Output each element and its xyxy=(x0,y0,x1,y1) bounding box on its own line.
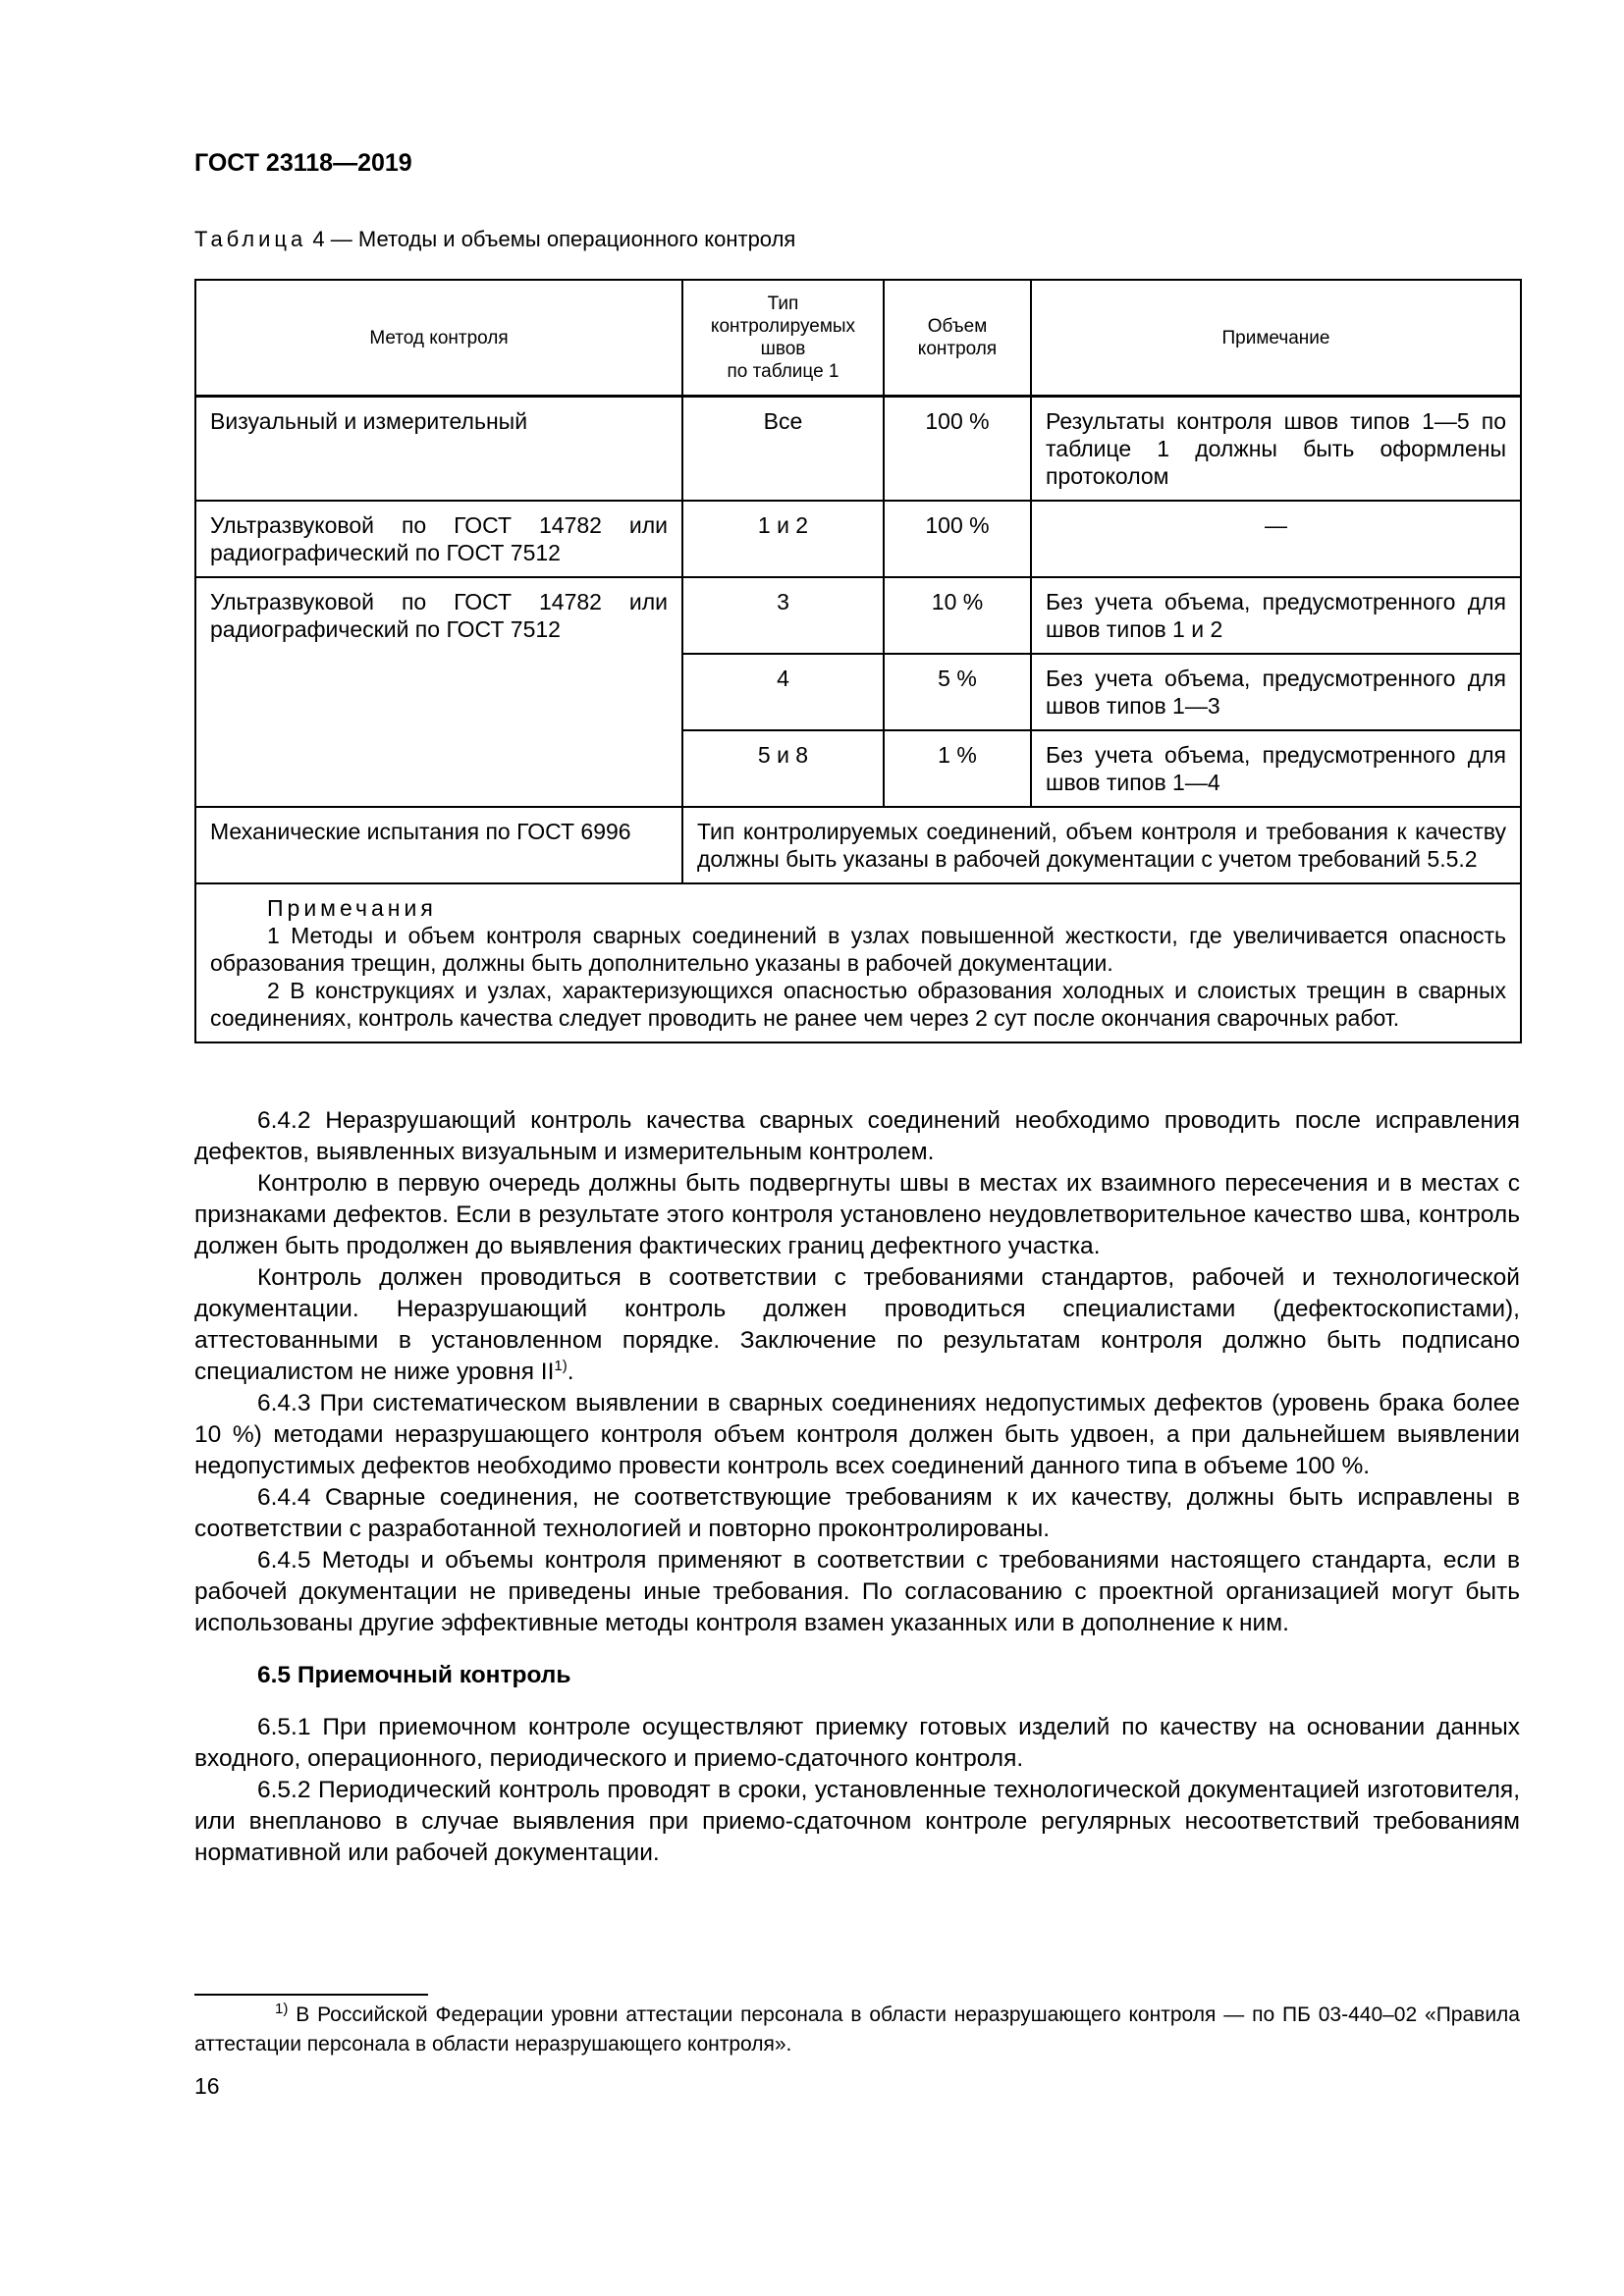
table-caption xyxy=(194,227,795,252)
footnote-text: В Российской Федерации уровни аттестации персонала в области неразрушающего контроля — по ПБ 03-440–02 «Правила аттестации персонала в области неразрушающего контроля». xyxy=(194,2003,1520,2056)
cell-seam-type: 5 и 8 xyxy=(682,730,884,807)
table-notes xyxy=(195,883,1521,1042)
paragraph-6-4-4: 6.4.4 Сварные соединения, не соответствующие требованиям к их качеству, должны быть исправлены в соответствии с разработанной технологией и повторно проконтролированы. xyxy=(194,1484,1520,1542)
table-caption-number: 4 xyxy=(312,227,325,251)
footnote-reference: 1) xyxy=(554,1357,568,1374)
cell-method: Ультразвуковой по ГОСТ 14782 или радиографический по ГОСТ 7512 xyxy=(195,577,682,807)
cell-note: Без учета объема, предусмотренного для швов типов 1—4 xyxy=(1031,730,1521,807)
cell-volume: 5 % xyxy=(884,654,1031,730)
header-seam-type-line3: швов xyxy=(760,339,806,359)
cell-seam-type: Все xyxy=(682,397,884,502)
cell-seam-type: 3 xyxy=(682,577,884,654)
document-header: ГОСТ 23118—2019 xyxy=(194,149,412,177)
header-method: Метод контроля xyxy=(195,280,682,397)
header-seam-type-line4: по таблице 1 xyxy=(727,361,839,382)
cell-volume: 100 % xyxy=(884,397,1031,502)
table-header-row xyxy=(195,280,1521,397)
paragraph-6-5-2: 6.5.2 Периодический контроль проводят в сроки, установленные технологической документацией изготовителя, или внепланово в случае выявления при приемо-сдаточном контроле регулярных несоответствий требованиям нормативной или рабочей документации. xyxy=(194,1777,1520,1866)
cell-method: Визуальный и измерительный xyxy=(195,397,682,502)
cell-volume: 100 % xyxy=(884,501,1031,577)
header-volume-line2: контроля xyxy=(917,339,998,359)
table-row xyxy=(195,807,1521,883)
table-caption-word: Таблица xyxy=(194,227,307,251)
page-number: 16 xyxy=(194,2073,220,2099)
cell-volume: 1 % xyxy=(884,730,1031,807)
paragraph-6-4-5: 6.4.5 Методы и объемы контроля применяют в соответствии с требованиями настоящего стандарта, если в рабочей документации не приведены иные требования. По согласованию с проектной организацией могут быть использованы другие эффективные методы контроля взамен указанных или в дополнение к ним. xyxy=(194,1547,1520,1636)
cell-note: Без учета объема, предусмотренного для швов типов 1 и 2 xyxy=(1031,577,1521,654)
table-caption-title: — Методы и объемы операционного контроля xyxy=(330,227,796,251)
footnote-paragraph xyxy=(194,2001,1520,2059)
paragraph-6-4-3: 6.4.3 При систематическом выявлении в сварных соединениях недопустимых дефектов (уровень брака более 10 %) методами неразрушающего контроля объем контроля должен быть удвоен, а при дальнейшем выявлении недопустимых дефектов необходимо провести контроль всех соединений данного типа в объеме 100 %. xyxy=(194,1390,1520,1479)
header-volume xyxy=(884,280,1031,397)
cell-method: Ультразвуковой по ГОСТ 14782 или радиографический по ГОСТ 7512 xyxy=(195,501,682,577)
paragraph-6-4-2-c-text: Контроль должен проводиться в соответствии с требованиями стандартов, рабочей и технологической документации. Неразрушающий контроль должен проводиться специалистами (дефектоскопистами), аттестованными в установленном порядке. Заключение по результатам контроля должно быть подписано специалистом не ниже уровня II xyxy=(194,1264,1520,1385)
note-1: 1 Методы и объем контроля сварных соединений в узлах повышенной жесткости, где увеличивается опасность образования трещин, должны быть дополнительно указаны в рабочей документации. xyxy=(210,923,1506,976)
header-seam-type xyxy=(682,280,884,397)
cell-note: — xyxy=(1031,501,1521,577)
table-notes-row xyxy=(195,883,1521,1042)
table-row xyxy=(195,397,1521,502)
control-methods-table xyxy=(194,279,1522,1043)
footnote-divider xyxy=(194,1994,428,1996)
cell-method: Механические испытания по ГОСТ 6996 xyxy=(195,807,682,883)
table-row xyxy=(195,577,1521,654)
paragraph-6-4-2-c-end: . xyxy=(567,1359,574,1385)
cell-combined-requirements: Тип контролируемых соединений, объем контроля и требования к качеству должны быть указаны в рабочей документации с учетом требований 5.5.2 xyxy=(682,807,1521,883)
cell-note: Результаты контроля швов типов 1—5 по таблице 1 должны быть оформлены протоколом xyxy=(1031,397,1521,502)
header-seam-type-line1: Тип xyxy=(767,294,799,314)
header-note: Примечание xyxy=(1031,280,1521,397)
header-seam-type-line2: контролируемых xyxy=(710,316,856,337)
footnote xyxy=(194,2001,1520,2059)
cell-note: Без учета объема, предусмотренного для швов типов 1—3 xyxy=(1031,654,1521,730)
paragraph-6-4-2-b: Контролю в первую очередь должны быть подвергнуты швы в местах их взаимного пересечения и в местах с признаками дефектов. Если в результате этого контроля установлено неудовлетворительное качество шва, контроль должен быть продолжен до выявления фактических границ дефектного участка. xyxy=(194,1170,1520,1259)
body-text xyxy=(194,1105,1520,1869)
note-2: 2 В конструкциях и узлах, характеризующихся опасностью образования холодных и слоистых трещин в сварных соединениях, контроль качества следует проводить не ранее чем через 2 сут после окончания сварочных работ. xyxy=(210,978,1506,1031)
footnote-mark: 1) xyxy=(275,2001,289,2017)
paragraph-6-5-1: 6.5.1 При приемочном контроле осуществляют приемку готовых изделий по качеству на основании данных входного, операционного, периодического и приемо-сдаточного контроля. xyxy=(194,1714,1520,1772)
notes-title: Примечания xyxy=(267,895,437,921)
cell-seam-type: 1 и 2 xyxy=(682,501,884,577)
paragraph-6-4-2: 6.4.2 Неразрушающий контроль качества сварных соединений необходимо проводить после исправления дефектов, выявленных визуальным и измерительным контролем. xyxy=(194,1107,1520,1165)
cell-seam-type: 4 xyxy=(682,654,884,730)
header-volume-line1: Объем xyxy=(927,316,988,337)
paragraph-6-4-2-c xyxy=(194,1262,1520,1388)
table-row xyxy=(195,501,1521,577)
cell-volume: 10 % xyxy=(884,577,1031,654)
section-heading-6-5: 6.5 Приемочный контроль xyxy=(257,1662,571,1688)
